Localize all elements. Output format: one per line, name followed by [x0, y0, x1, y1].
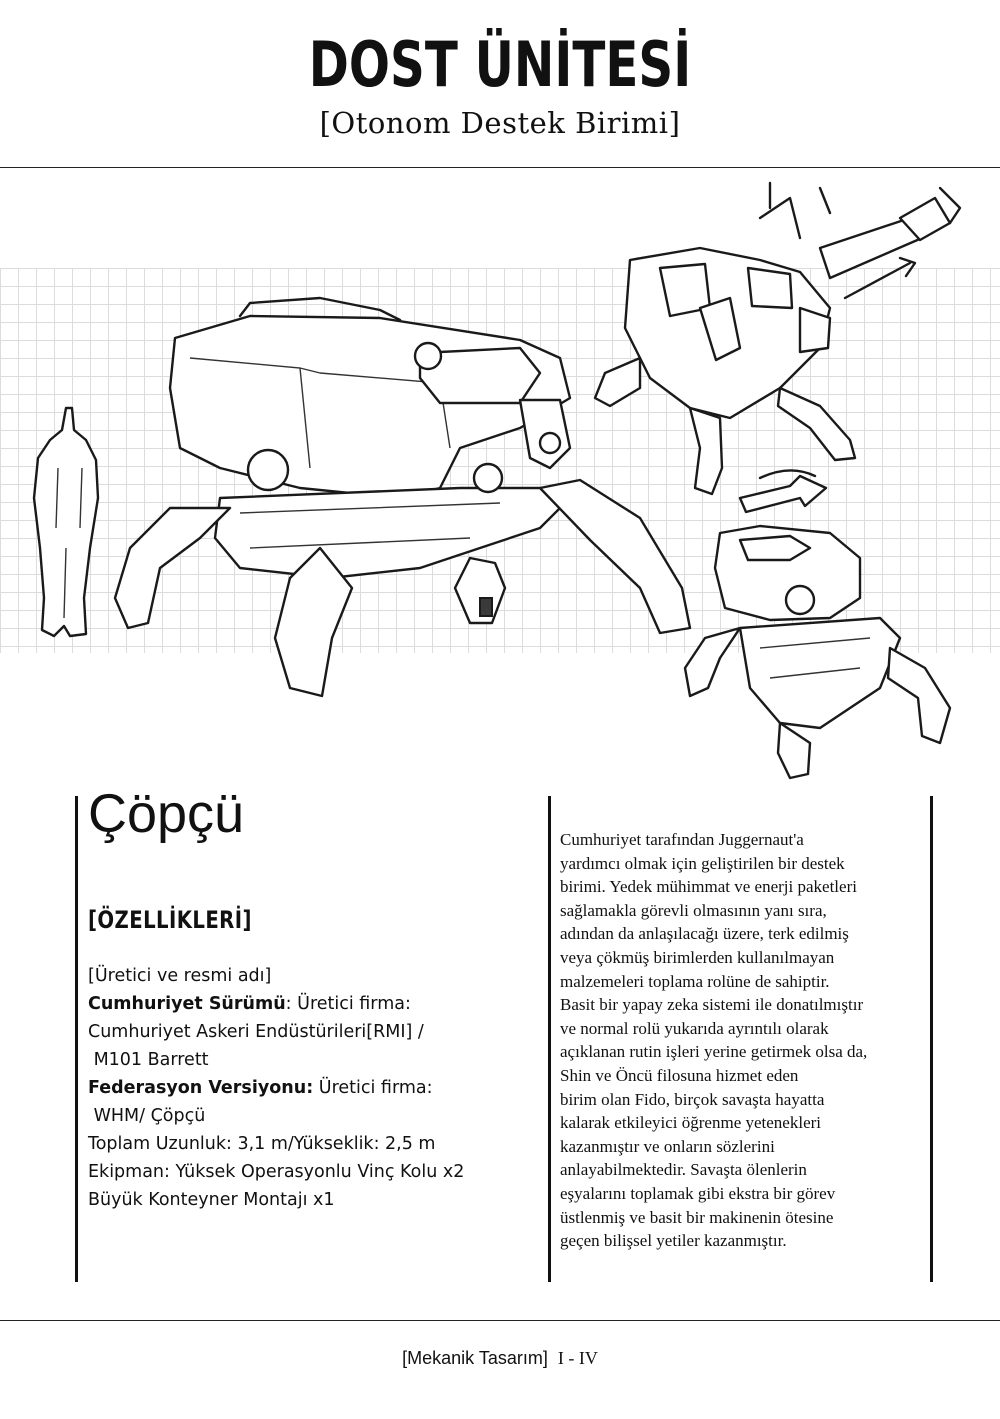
- spec-federation-label: Federasyon Versiyonu:: [88, 1078, 314, 1098]
- spec-federation-model: WHM/ Çöpçü: [88, 1106, 206, 1126]
- description-line: veya çökmüş birimlerden kullanılmayan: [560, 947, 835, 967]
- description-line: birimi. Yedek mühimmat ve enerji paketleri: [560, 877, 857, 897]
- main-robot-drawing: [115, 298, 690, 696]
- description-line: eşyalarını toplamak gibi ekstra bir görev: [560, 1183, 836, 1203]
- specs-heading: [ÖZELLİKLERİ]: [88, 906, 252, 934]
- spec-republic-model: M101 Barrett: [88, 1050, 209, 1070]
- human-scale-figure: [34, 408, 98, 636]
- spec-republic-label: Cumhuriyet Sürümü: [88, 994, 286, 1014]
- description-line: ve normal rolü yukarıda ayrıntılı olarak: [560, 1018, 829, 1038]
- spec-republic-manufacturer: Cumhuriyet Askeri Endüstürileri[RMI] /: [88, 1022, 424, 1042]
- page-footer: [0, 1348, 1000, 1369]
- spec-equipment-crane: Ekipman: Yüksek Operasyonlu Vinç Kolu x2: [88, 1162, 465, 1182]
- description-line: sağlamakla görevli olmasının yanı sıra,: [560, 900, 827, 920]
- unit-name: Çöpçü: [88, 784, 245, 844]
- robot-illustration: [0, 168, 1000, 788]
- middle-column-border: [548, 796, 551, 1282]
- arm-view-drawing: [595, 183, 960, 494]
- description-line: Cumhuriyet tarafından Juggernaut'a: [560, 830, 804, 849]
- unit-description: [560, 828, 930, 1253]
- right-column-border: [930, 796, 933, 1282]
- description-line: malzemeleri toplama rolüne de sahiptir.: [560, 971, 830, 991]
- page-number: I - IV: [557, 1348, 598, 1368]
- page-subtitle: [Otonom Destek Birimi]: [319, 106, 681, 140]
- description-line: geçen bilişsel yetiler kazanmıştır.: [560, 1231, 787, 1251]
- spec-republic-value: : Üretici firma:: [285, 994, 411, 1014]
- description-line: Shin ve Öncü filosuna hizmet eden: [560, 1065, 799, 1085]
- description-line: açıklanan rutin işleri yerine getirmek olsa da,: [560, 1042, 868, 1062]
- page-title: DOST ÜNİTESİ: [308, 28, 692, 101]
- description-line: yardımcı olmak için geliştirilen bir destek: [560, 853, 845, 873]
- description-line: Basit bir yapay zeka sistemi ile donatılmıştır: [560, 995, 864, 1015]
- spec-federation: [88, 1074, 528, 1102]
- rear-view-drawing: [685, 526, 950, 778]
- spec-republic: [88, 990, 528, 1018]
- description-line: anlayabilmektedir. Savaşta ölenlerin: [560, 1160, 807, 1180]
- description-line: üstlenmiş ve basit bir makinenin ötesine: [560, 1207, 834, 1227]
- footer-divider: [0, 1320, 1000, 1321]
- rotation-arrow-icon: [740, 470, 826, 512]
- description-line: kazanmıştır ve onların sözlerini: [560, 1136, 775, 1156]
- spec-dimensions: Toplam Uzunluk: 3,1 m/Yükseklik: 2,5 m: [88, 1134, 436, 1154]
- footer-section-label: [Mekanik Tasarım]: [402, 1348, 548, 1368]
- spec-federation-value: Üretici firma:: [313, 1078, 433, 1098]
- specs-list: [88, 962, 528, 1214]
- description-line: kalarak etkileyici öğrenme yetenekleri: [560, 1113, 822, 1133]
- spec-intro: [Üretici ve resmi adı]: [88, 966, 272, 986]
- spec-equipment-container: Büyük Konteyner Montajı x1: [88, 1190, 335, 1210]
- description-line: adından da anlaşılacağı üzere, terk edilmiş: [560, 924, 849, 944]
- left-column-border: [75, 796, 78, 1282]
- description-line: birim olan Fido, birçok savaşta hayatta: [560, 1089, 825, 1109]
